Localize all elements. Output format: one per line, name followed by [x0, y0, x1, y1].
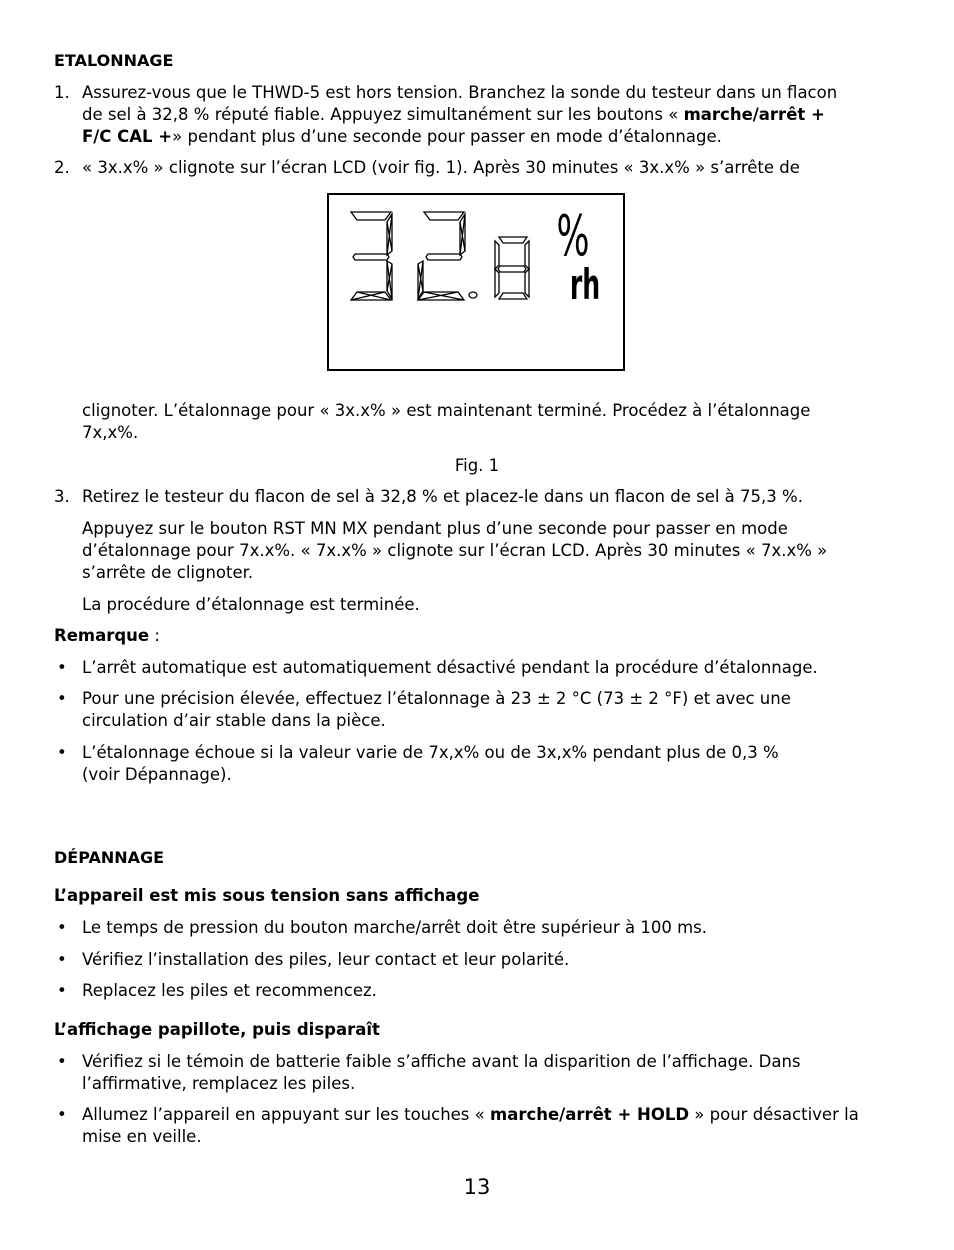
lcd-percent-text: %: [556, 203, 590, 269]
lcd-digit-2: [418, 212, 465, 300]
lcd-rh-text: rh: [569, 261, 601, 310]
remark-2-line-1: Pour une précision élevée, effectuez l’étalonnage à 23 ± 2 °C (73 ± 2 °F) et avec une: [82, 689, 791, 708]
step-1-number: 1.: [54, 83, 70, 102]
section-2-item-2-line-2: mise en veille.: [82, 1127, 202, 1146]
section-2-item-1-line-1: Vérifiez si le témoin de batterie faible s’affiche avant la disparition de l’affichage. Dans: [82, 1052, 801, 1071]
calibration-heading: ETALONNAGE: [54, 51, 174, 70]
section-2-item-2-keys: marche/arrêt + HOLD: [490, 1105, 690, 1124]
step-3-para2-line-1: Appuyez sur le bouton RST MN MX pendant plus d’une seconde pour passer en mode: [82, 519, 788, 538]
section-2-title: L’affichage papillote, puis disparaît: [54, 1020, 380, 1039]
section-1-title: L’appareil est mis sous tension sans affichage: [54, 886, 480, 905]
remark-label: Remarque: [54, 626, 150, 645]
step-2-line-3: 7x,x%.: [82, 423, 139, 442]
remark-colon: :: [149, 626, 160, 645]
bullet: •: [57, 658, 67, 677]
section-1-item-1: Le temps de pression du bouton marche/arrêt doit être supérieur à 100 ms.: [82, 918, 708, 937]
step-1-line-3-text: » pendant plus d’une seconde pour passer en mode d’étalonnage.: [172, 127, 722, 146]
lcd-rh-unit: [570, 261, 600, 310]
bullet: •: [57, 950, 67, 969]
bullet: •: [57, 918, 67, 937]
remark-3-line-1: L’étalonnage échoue si la valeur varie de 7x,x% ou de 3x,x% pendant plus de 0,3 %: [82, 743, 779, 762]
figure-caption: Fig. 1: [454, 456, 500, 475]
step-3-line-1: Retirez le testeur du flacon de sel à 32,8 % et placez-le dans un flacon de sel à 75,3 %.: [82, 487, 803, 506]
step-3-number: 3.: [54, 487, 70, 506]
section-2-item-2-text-end: » pour désactiver la: [689, 1105, 859, 1124]
step-2-line-1: « 3x.x% » clignote sur l’écran LCD (voir fig. 1). Après 30 minutes « 3x.x% » s’arrête de: [82, 158, 800, 177]
bullet: •: [57, 689, 67, 708]
step-3-para3: La procédure d’étalonnage est terminée.: [82, 595, 420, 614]
bullet: •: [57, 1052, 67, 1071]
step-1-line-1: Assurez-vous que le THWD-5 est hors tension. Branchez la sonde du testeur dans un flacon: [82, 83, 838, 102]
bullet: •: [57, 981, 67, 1000]
step-2-line-2: clignoter. L’étalonnage pour « 3x.x% » est maintenant terminé. Procédez à l’étalonnage: [82, 401, 811, 420]
lcd-display-figure: [327, 193, 625, 371]
step-1-line-2-text: de sel à 32,8 % réputé fiable. Appuyez simultanément sur les boutons «: [82, 105, 684, 124]
bullet: •: [57, 1105, 67, 1124]
step-1-line-2: [82, 104, 892, 126]
remark-1: L’arrêt automatique est automatiquement désactivé pendant la procédure d’étalonnage.: [82, 658, 818, 677]
remark-2-line-2: circulation d’air stable dans la pièce.: [82, 711, 386, 730]
lcd-percent-unit: [557, 203, 590, 268]
section-2-item-2-text: Allumez l’appareil en appuyant sur les touches «: [82, 1105, 490, 1124]
step-3-para2-line-3: s’arrête de clignoter.: [82, 563, 254, 582]
step-1-button-label: marche/arrêt +: [683, 105, 825, 124]
step-1-line-3: [82, 126, 892, 148]
lcd-digit-8: [495, 237, 529, 299]
step-3-para2-line-2: d’étalonnage pour 7x.x%. « 7x.x% » clignote sur l’écran LCD. Après 30 minutes « 7x.x% »: [82, 541, 828, 560]
section-2-item-2-line-1: [82, 1104, 892, 1126]
section-2-item-1-line-2: l’affirmative, remplacez les piles.: [82, 1074, 356, 1093]
section-1-item-3: Replacez les piles et recommencez.: [82, 981, 377, 1000]
lcd-decimal-point: [469, 292, 477, 298]
bullet: •: [57, 743, 67, 762]
section-1-item-2: Vérifiez l’installation des piles, leur contact et leur polarité.: [82, 950, 570, 969]
step-1-button-label-2: F/C CAL +: [82, 127, 173, 146]
remark-3-line-2: (voir Dépannage).: [82, 765, 232, 784]
troubleshooting-heading: DÉPANNAGE: [54, 848, 165, 867]
step-2-number: 2.: [54, 158, 70, 177]
lcd-digit-3: [351, 212, 392, 300]
remark-heading: [54, 625, 160, 647]
page-number: 13: [463, 1175, 491, 1199]
